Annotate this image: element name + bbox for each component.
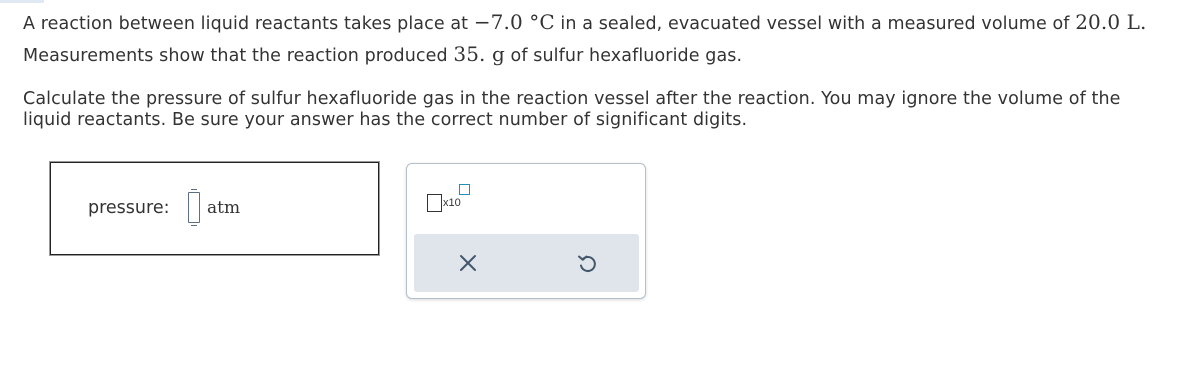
problem-text: in a sealed, evacuated vessel with a measured volume of [554, 14, 1076, 34]
math-toolbox [406, 163, 646, 299]
problem-text: Measurements show that the reaction produced [23, 46, 454, 66]
volume-value: 20.0 L [1075, 10, 1140, 34]
question-line-1: Calculate the pressure of sulfur hexafluoride gas in the reaction vessel after the reaction. You may ignore the volume of the [23, 89, 1121, 109]
problem-text: A reaction between liquid reactants takes place at [23, 14, 474, 34]
undo-icon [575, 251, 599, 275]
problem-text: of sulfur hexafluoride gas. [504, 46, 743, 66]
scientific-notation-button[interactable] [425, 184, 481, 216]
pressure-label: pressure: [88, 198, 170, 218]
clear-button[interactable] [456, 251, 480, 275]
undo-button[interactable] [575, 251, 599, 275]
mass-value: 35. g [453, 42, 505, 66]
top-accent-bar [0, 0, 44, 3]
exponent-box-icon [459, 184, 470, 195]
action-button-row [414, 234, 639, 292]
problem-line-1 [23, 10, 1146, 36]
question-line-2: liquid reactants. Be sure your answer has the correct number of significant digits. [23, 110, 748, 130]
period: . [1140, 10, 1147, 34]
close-icon [456, 251, 480, 275]
x10-label: x10 [443, 197, 461, 209]
unit-label: atm [207, 198, 241, 218]
temperature-value: −7.0 °C [473, 10, 555, 34]
pressure-input[interactable] [188, 192, 200, 223]
answer-box [50, 162, 379, 255]
problem-line-2 [23, 42, 742, 68]
base-box-icon [427, 194, 442, 212]
